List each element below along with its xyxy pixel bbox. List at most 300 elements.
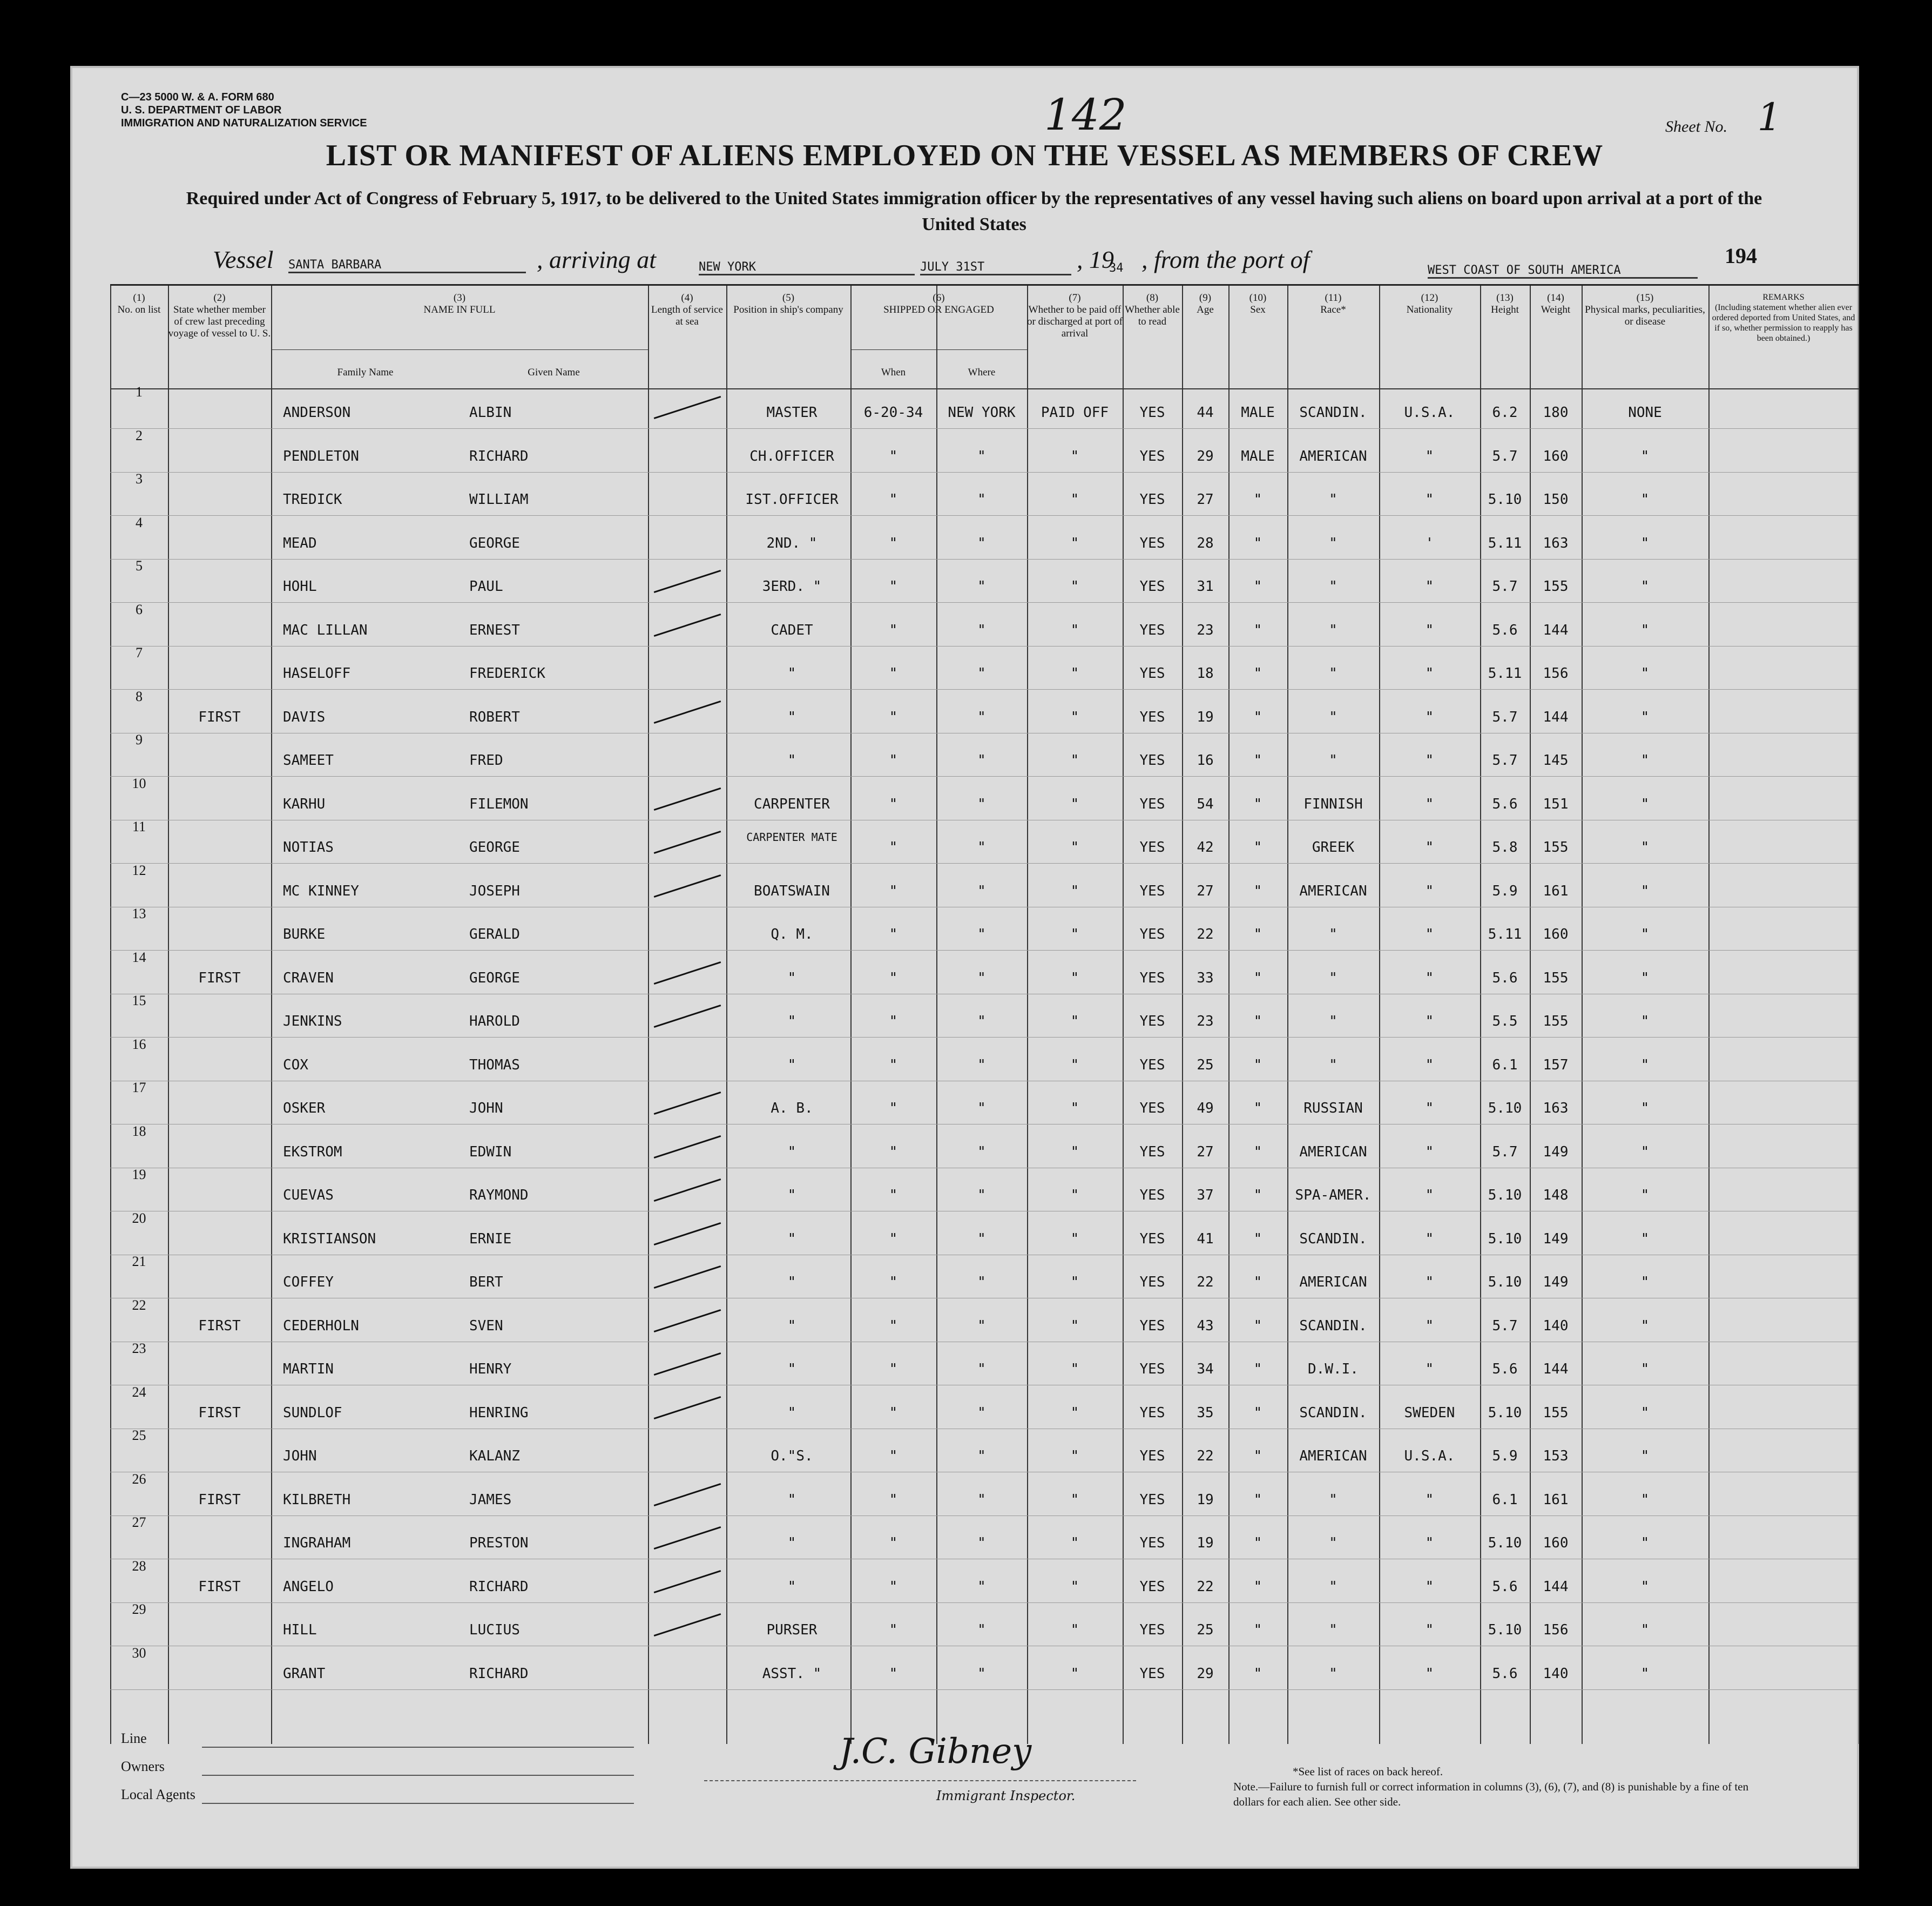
cell-marks: " (1640, 665, 1650, 682)
cell-weight: 155 (1543, 1013, 1569, 1029)
cell-weight: 160 (1543, 926, 1569, 942)
cell-marks: " (1640, 1100, 1650, 1116)
cell-race: " (1329, 926, 1337, 942)
cell-age: 27 (1197, 491, 1214, 508)
cell-paid: PAID OFF (1041, 405, 1109, 421)
cell-sex: " (1253, 535, 1262, 551)
cell-read: YES (1139, 448, 1165, 464)
cell-height: 5.6 (1492, 1361, 1518, 1377)
cell-where: " (977, 1187, 986, 1203)
cell-paid: " (1070, 709, 1079, 725)
cell-age: 22 (1197, 1274, 1214, 1290)
inspector-signature: J.C. Gibney (839, 1732, 1032, 1772)
cell-nationality: " (1425, 1100, 1434, 1116)
cell-when: " (889, 1361, 898, 1377)
cell-where: " (977, 1404, 986, 1421)
cell-where: " (977, 622, 986, 638)
cell-family: BURKE (283, 926, 326, 942)
cell-paid: " (1070, 535, 1079, 551)
col-9-header: (9) Age (1197, 292, 1214, 315)
cell-where: " (977, 969, 986, 986)
service-tick-mark (654, 1570, 721, 1593)
cell-position: " (787, 1013, 796, 1029)
cell-weight: 160 (1543, 1535, 1569, 1551)
cell-when: " (889, 1622, 898, 1638)
cell-height: 5.10 (1488, 1230, 1522, 1247)
cell-nationality: " (1425, 839, 1434, 856)
cell-no: 27 (132, 1514, 146, 1530)
cell-weight: 144 (1543, 622, 1569, 638)
cell-paid: " (1070, 1535, 1079, 1551)
arrival-date: JULY 31ST (920, 260, 1071, 275)
cell-where: " (977, 1361, 986, 1377)
cell-where: " (977, 1535, 986, 1551)
cell-age: 23 (1197, 622, 1214, 638)
cell-race: " (1329, 1578, 1337, 1595)
cell-given: HENRY (469, 1361, 512, 1377)
cell-read: YES (1139, 535, 1165, 551)
cell-height: 5.11 (1488, 665, 1522, 682)
cell-marks: " (1640, 883, 1650, 899)
cell-when: " (889, 1274, 898, 1290)
cell-position: MASTER (766, 405, 818, 421)
cell-race: RUSSIAN (1303, 1100, 1363, 1116)
service-tick-mark (654, 1483, 721, 1506)
cell-nationality: " (1425, 1622, 1434, 1638)
cell-sex: " (1253, 1013, 1262, 1029)
cell-marks: " (1640, 1448, 1650, 1464)
cell-given: PAUL (469, 578, 503, 595)
cell-no: 26 (132, 1471, 146, 1487)
cell-height: 5.7 (1492, 578, 1518, 595)
form-code: C—23 5000 W. & A. FORM 680 (121, 91, 274, 103)
cell-nationality: " (1425, 969, 1434, 986)
cell-age: 25 (1197, 1622, 1214, 1638)
cell-where: " (977, 1143, 986, 1160)
cell-no: 1 (136, 384, 143, 400)
cell-sex: MALE (1241, 448, 1275, 464)
cell-race: " (1329, 969, 1337, 986)
cell-no: 13 (132, 906, 146, 921)
col-5-header: (5) Position in ship's company (733, 292, 843, 315)
cell-nationality: " (1425, 883, 1434, 899)
cell-weight: 144 (1543, 1361, 1569, 1377)
cell-where: " (977, 883, 986, 899)
cell-age: 27 (1197, 1143, 1214, 1160)
cell-position: " (787, 1491, 796, 1508)
cell-nationality: " (1425, 665, 1434, 682)
cell-position: " (787, 752, 796, 769)
cell-marks: " (1640, 1491, 1650, 1508)
col-1-header: (1) No. on list (117, 292, 161, 315)
service-tick-mark (654, 1265, 721, 1289)
service-tick-mark (654, 1178, 721, 1202)
cell-marks: " (1640, 926, 1650, 942)
year-value: 34 (1109, 261, 1124, 275)
cell-where: " (977, 448, 986, 464)
cell-weight: 153 (1543, 1448, 1569, 1464)
cell-read: YES (1139, 709, 1165, 725)
cell-race: SPA-AMER. (1295, 1187, 1372, 1203)
cell-given: ALBIN (469, 405, 512, 421)
cell-position: ASST. " (762, 1665, 822, 1682)
cell-family: CRAVEN (283, 969, 334, 986)
line-label: Line (121, 1730, 147, 1746)
cell-family: MC KINNEY (283, 883, 359, 899)
cell-marks: " (1640, 448, 1650, 464)
cell-no: 5 (136, 558, 143, 574)
cell-sex: " (1253, 622, 1262, 638)
cell-paid: " (1070, 622, 1079, 638)
cell-family: SUNDLOF (283, 1404, 342, 1421)
cell-height: 5.6 (1492, 1665, 1518, 1682)
cell-height: 5.7 (1492, 1143, 1518, 1160)
col-4-header: (4) Length of service at sea (651, 292, 723, 327)
cell-paid: " (1070, 1622, 1079, 1638)
cell-paid: " (1070, 1230, 1079, 1247)
cell-weight: 155 (1543, 969, 1569, 986)
cell-marks: " (1640, 1187, 1650, 1203)
cell-race: " (1329, 752, 1337, 769)
cell-height: 5.10 (1488, 491, 1522, 508)
cell-nationality: " (1425, 1535, 1434, 1551)
cell-sex: " (1253, 1100, 1262, 1116)
cell-race: " (1329, 1013, 1337, 1029)
cell-when: " (889, 665, 898, 682)
col-7-header: (7) Whether to be paid off or discharged at port of arrival (1027, 292, 1123, 339)
cell-race: " (1329, 1535, 1337, 1551)
service-tick-mark (654, 1309, 721, 1332)
cell-given: FILEMON (469, 796, 529, 812)
cell-position: CARPENTER MATE (746, 831, 837, 844)
cell-family: INGRAHAM (283, 1535, 351, 1551)
cell-family: MARTIN (283, 1361, 334, 1377)
cell-height: 5.8 (1492, 839, 1518, 856)
cell-read: YES (1139, 969, 1165, 986)
cell-where: " (977, 1491, 986, 1508)
cell-nationality: " (1425, 1143, 1434, 1160)
cell-given: GERALD (469, 926, 520, 942)
cell-where: " (977, 1578, 986, 1595)
cell-nationality: " (1425, 491, 1434, 508)
cell-weight: 155 (1543, 1404, 1569, 1421)
cell-weight: 161 (1543, 1491, 1569, 1508)
cell-age: 25 (1197, 1056, 1214, 1073)
cell-weight: 163 (1543, 1100, 1569, 1116)
cell-age: 18 (1197, 665, 1214, 682)
cell-paid: " (1070, 1187, 1079, 1203)
remarks-header: REMARKS (Including statement whether alien ever ordered deported from United States, and if so, whether permission to reapply has been obtained.) (1712, 293, 1855, 343)
service-tick-mark (654, 1005, 721, 1028)
cell-marks: " (1640, 969, 1650, 986)
cell-paid: " (1070, 1013, 1079, 1029)
service-tick-mark (654, 700, 721, 723)
cell-height: 5.9 (1492, 1448, 1518, 1464)
cell-paid: " (1070, 1448, 1079, 1464)
cell-position: " (787, 1404, 796, 1421)
cell-sex: " (1253, 1491, 1262, 1508)
cell-no: 10 (132, 775, 146, 791)
cell-family: CUEVAS (283, 1187, 334, 1203)
inspector-label: Immigrant Inspector. (936, 1788, 1076, 1803)
service-name: IMMIGRATION AND NATURALIZATION SERVICE (121, 117, 367, 129)
cell-no: 23 (132, 1341, 146, 1356)
cell-position: " (787, 969, 796, 986)
cell-given: LUCIUS (469, 1622, 520, 1638)
penalty-note: Note.—Failure to furnish full or correct information in columns (3), (6), (7), and (8) is punishable by a fine of ten dollars for each alien. See other side. (1233, 1780, 1749, 1808)
cell-sex: " (1253, 969, 1262, 986)
cell-race: " (1329, 1665, 1337, 1682)
cell-family: PENDLETON (283, 448, 359, 464)
cell-weight: 156 (1543, 1622, 1569, 1638)
cell-marks: " (1640, 1317, 1650, 1334)
cell-no: 7 (136, 645, 143, 661)
cell-sex: " (1253, 1535, 1262, 1551)
vessel-line (213, 245, 1822, 283)
cell-paid: " (1070, 796, 1079, 812)
cell-race: AMERICAN (1299, 883, 1367, 899)
cell-age: 49 (1197, 1100, 1214, 1116)
cell-age: 54 (1197, 796, 1214, 812)
cell-read: YES (1139, 1361, 1165, 1377)
cell-nationality: " (1425, 1056, 1434, 1073)
cell-when: " (889, 1448, 898, 1464)
service-tick-mark (654, 1352, 721, 1376)
cell-family: OSKER (283, 1100, 326, 1116)
cell-nationality: " (1425, 1665, 1434, 1682)
cell-when: " (889, 1535, 898, 1551)
cell-read: YES (1139, 622, 1165, 638)
cell-age: 29 (1197, 1665, 1214, 1682)
cell-marks: " (1640, 1056, 1650, 1073)
service-tick-mark (654, 961, 721, 984)
cell-weight: 156 (1543, 665, 1569, 682)
cell-age: 22 (1197, 1448, 1214, 1464)
cell-paid: " (1070, 1491, 1079, 1508)
cell-position: Q. M. (771, 926, 813, 942)
cell-sex: " (1253, 709, 1262, 725)
cell-family: SAMEET (283, 752, 334, 769)
cell-nationality: ' (1425, 535, 1434, 551)
cell-race: " (1329, 491, 1337, 508)
cell-when: " (889, 926, 898, 942)
cell-given: JAMES (469, 1491, 512, 1508)
cell-marks: " (1640, 1361, 1650, 1377)
cell-no: 8 (136, 688, 143, 704)
cell-nationality: " (1425, 796, 1434, 812)
cell-when: " (889, 839, 898, 856)
cell-race: D.W.I. (1308, 1361, 1359, 1377)
cell-paid: " (1070, 448, 1079, 464)
cell-sex: " (1253, 1404, 1262, 1421)
where-header: Where (968, 367, 996, 378)
cell-race: " (1329, 665, 1337, 682)
cell-race: " (1329, 709, 1337, 725)
cell-family: HASELOFF (283, 665, 351, 682)
cell-given: ROBERT (469, 709, 520, 725)
cell-family: KILBRETH (283, 1491, 351, 1508)
cell-when: 6-20-34 (863, 405, 923, 421)
when-header: When (881, 367, 906, 378)
col-6-header: (6) SHIPPED OR ENGAGED (883, 292, 994, 315)
cell-race: SCANDIN. (1299, 405, 1367, 421)
cell-position: " (787, 709, 796, 725)
cell-position: " (787, 1274, 796, 1290)
footnote (1233, 1764, 1773, 1809)
cell-where: " (977, 665, 986, 682)
race-footnote: *See list of races on back hereof. (1293, 1765, 1443, 1778)
cell-race: FINNISH (1303, 796, 1363, 812)
cell-position: " (787, 1578, 796, 1595)
cell-nationality: U.S.A. (1404, 405, 1455, 421)
col-2-header: (2) State whether member of crew last preceding voyage of vessel to U. S. (168, 292, 271, 339)
col-14-header: (14) Weight (1541, 292, 1571, 315)
cell-when: " (889, 969, 898, 986)
cell-family: JOHN (283, 1448, 317, 1464)
cell-state: FIRST (198, 1491, 241, 1508)
cell-family: DAVIS (283, 709, 326, 725)
cell-where: " (977, 926, 986, 942)
cell-height: 5.7 (1492, 709, 1518, 725)
cell-paid: " (1070, 1317, 1079, 1334)
cell-read: YES (1139, 578, 1165, 595)
cell-paid: " (1070, 1665, 1079, 1682)
cell-position: CADET (771, 622, 813, 638)
cell-where: " (977, 1274, 986, 1290)
cell-state: FIRST (198, 969, 241, 986)
cell-read: YES (1139, 1404, 1165, 1421)
cell-weight: 155 (1543, 839, 1569, 856)
cell-age: 19 (1197, 709, 1214, 725)
service-tick-mark (654, 570, 721, 593)
cell-paid: " (1070, 1100, 1079, 1116)
cell-given: ERNEST (469, 622, 520, 638)
cell-when: " (889, 622, 898, 638)
vessel-label: Vessel (213, 246, 274, 273)
cell-when: " (889, 578, 898, 595)
cell-position: 2ND. " (766, 535, 818, 551)
cell-paid: " (1070, 1056, 1079, 1073)
cell-no: 17 (132, 1080, 146, 1095)
cell-family: ANDERSON (283, 405, 351, 421)
cell-no: 14 (132, 949, 146, 965)
cell-height: 5.10 (1488, 1187, 1522, 1203)
cell-nationality: " (1425, 622, 1434, 638)
cell-given: FRED (469, 752, 503, 769)
cell-when: " (889, 1317, 898, 1334)
cell-position: CARPENTER (754, 796, 830, 812)
owners-label: Owners (121, 1759, 165, 1774)
cell-height: 5.11 (1488, 535, 1522, 551)
cell-paid: " (1070, 883, 1079, 899)
cell-marks: " (1640, 1404, 1650, 1421)
cell-age: 28 (1197, 535, 1214, 551)
cell-state: FIRST (198, 1317, 241, 1334)
cell-no: 30 (132, 1645, 146, 1661)
cell-weight: 144 (1543, 1578, 1569, 1595)
cell-height: 5.7 (1492, 448, 1518, 464)
year-label: , 19 (1077, 246, 1114, 273)
cell-sex: " (1253, 839, 1262, 856)
cell-height: 5.6 (1492, 1578, 1518, 1595)
cell-height: 5.10 (1488, 1100, 1522, 1116)
cell-nationality: " (1425, 1013, 1434, 1029)
cell-state: FIRST (198, 1404, 241, 1421)
cell-marks: " (1640, 1274, 1650, 1290)
arrival-port: NEW YORK (699, 260, 915, 275)
cell-paid: " (1070, 1404, 1079, 1421)
cell-given: RAYMOND (469, 1187, 529, 1203)
service-tick-mark (654, 787, 721, 810)
cell-when: " (889, 1665, 898, 1682)
cell-marks: " (1640, 1578, 1650, 1595)
cell-sex: " (1253, 1622, 1262, 1638)
cell-given: JOSEPH (469, 883, 520, 899)
cell-given: SVEN (469, 1317, 503, 1334)
cell-height: 5.9 (1492, 883, 1518, 899)
cell-nationality: " (1425, 1491, 1434, 1508)
cell-height: 5.7 (1492, 752, 1518, 769)
cell-height: 5.7 (1492, 1317, 1518, 1334)
cell-marks: " (1640, 1013, 1650, 1029)
cell-state: FIRST (198, 709, 241, 725)
cell-sex: " (1253, 1056, 1262, 1073)
sheet-number-value: 1 (1757, 95, 1781, 139)
service-tick-mark (654, 396, 721, 419)
cell-position: " (787, 1317, 796, 1334)
manifest-sheet (70, 66, 1859, 1869)
cell-marks: " (1640, 752, 1650, 769)
cell-when: " (889, 535, 898, 551)
col-10-header: (10) Sex (1249, 292, 1267, 315)
cell-sex: " (1253, 883, 1262, 899)
cell-height: 5.6 (1492, 622, 1518, 638)
service-tick-mark (654, 1526, 721, 1550)
cell-read: YES (1139, 752, 1165, 769)
cell-sex: " (1253, 1448, 1262, 1464)
cell-marks: " (1640, 578, 1650, 595)
cell-marks: " (1640, 535, 1650, 551)
cell-age: 19 (1197, 1491, 1214, 1508)
cell-read: YES (1139, 1665, 1165, 1682)
cell-paid: " (1070, 491, 1079, 508)
cell-race: SCANDIN. (1299, 1317, 1367, 1334)
cell-paid: " (1070, 665, 1079, 682)
cell-when: " (889, 1491, 898, 1508)
cell-nationality: " (1425, 752, 1434, 769)
cell-sex: " (1253, 796, 1262, 812)
cell-weight: 180 (1543, 405, 1569, 421)
cell-paid: " (1070, 752, 1079, 769)
cell-nationality: " (1425, 926, 1434, 942)
cell-read: YES (1139, 1274, 1165, 1290)
cell-read: YES (1139, 926, 1165, 942)
cell-sex: " (1253, 1143, 1262, 1160)
cell-when: " (889, 448, 898, 464)
cell-when: " (889, 1404, 898, 1421)
cell-marks: " (1640, 1143, 1650, 1160)
cell-given: JOHN (469, 1100, 503, 1116)
cell-nationality: SWEDEN (1404, 1404, 1455, 1421)
cell-position: " (787, 665, 796, 682)
cell-no: 18 (132, 1123, 146, 1139)
cell-age: 16 (1197, 752, 1214, 769)
cell-height: 5.10 (1488, 1622, 1522, 1638)
cell-family: TREDICK (283, 491, 342, 508)
cell-sex: " (1253, 926, 1262, 942)
cell-position: CH.OFFICER (749, 448, 834, 464)
cell-read: YES (1139, 1448, 1165, 1464)
